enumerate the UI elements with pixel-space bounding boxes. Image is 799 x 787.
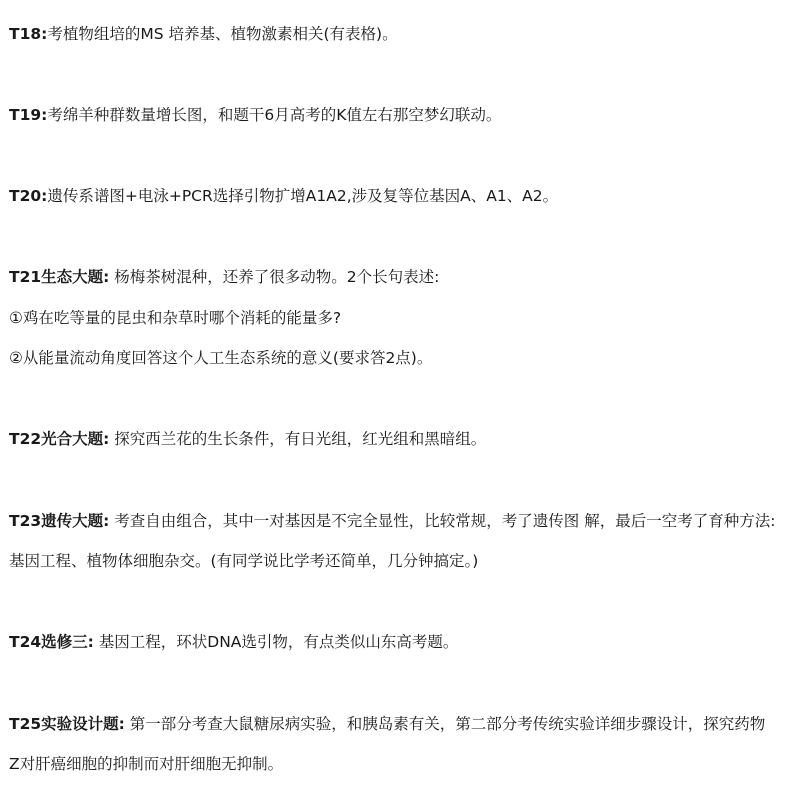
line-text: 考查自由组合，其中一对基因是不完全显性，比较常规，考了遗传图 解，最后一空考了育种方法: xyxy=(109,512,776,530)
line-text: Z对肝癌细胞的抑制而对肝细胞无抑制。 xyxy=(9,755,284,773)
line-t23-cont xyxy=(9,551,795,571)
line-text: ①鸡在吃等量的昆虫和杂草时哪个消耗的能量多? xyxy=(9,309,342,327)
line-text: 杨梅茶树混种，还养了很多动物。2个长句表述: xyxy=(109,268,440,286)
line-t24 xyxy=(9,632,795,652)
line-label: T22光合大题: xyxy=(9,430,110,448)
line-t25 xyxy=(9,714,795,734)
line-text: 探究西兰花的生长条件，有日光组，红光组和黑暗组。 xyxy=(109,430,487,448)
line-text: 基因工程，环状DNA选引物，有点类似山东高考题。 xyxy=(93,633,459,651)
line-label: T25实验设计题: xyxy=(9,715,125,733)
line-t23 xyxy=(9,511,795,531)
line-text: 基因工程、植物体细胞杂交。(有同学说比学考还简单，几分钟搞定。) xyxy=(9,552,479,570)
line-t22 xyxy=(9,429,795,449)
line-t18 xyxy=(9,24,795,44)
line-text: 考植物组培的MS 培养基、植物激素相关(有表格)。 xyxy=(47,25,398,43)
line-text: ②从能量流动角度回答这个人工生态系统的意义(要求答2点)。 xyxy=(9,349,433,367)
line-t19 xyxy=(9,105,795,125)
line-t21-sub2 xyxy=(9,348,795,368)
line-label: T19: xyxy=(9,106,48,124)
line-label: T18: xyxy=(9,25,48,43)
line-label: T24选修三: xyxy=(9,633,94,651)
line-t25-cont xyxy=(9,754,795,774)
line-label: T20: xyxy=(9,187,48,205)
line-t20 xyxy=(9,186,795,206)
line-text: 考绵羊种群数量增长图，和题干6月高考的K值左右那空梦幻联动。 xyxy=(47,106,502,124)
line-label: T21生态大题: xyxy=(9,268,110,286)
line-t21 xyxy=(9,267,795,287)
line-t21-sub1 xyxy=(9,308,795,328)
line-label: T23遗传大题: xyxy=(9,512,110,530)
line-text: 第一部分考查大鼠糖尿病实验，和胰岛素有关，第二部分考传统实验详细步骤设计，探究药物 xyxy=(124,715,766,733)
line-text: 遗传系谱图+电泳+PCR选择引物扩增A1A2,涉及复等位基因A、A1、A2。 xyxy=(47,187,559,205)
